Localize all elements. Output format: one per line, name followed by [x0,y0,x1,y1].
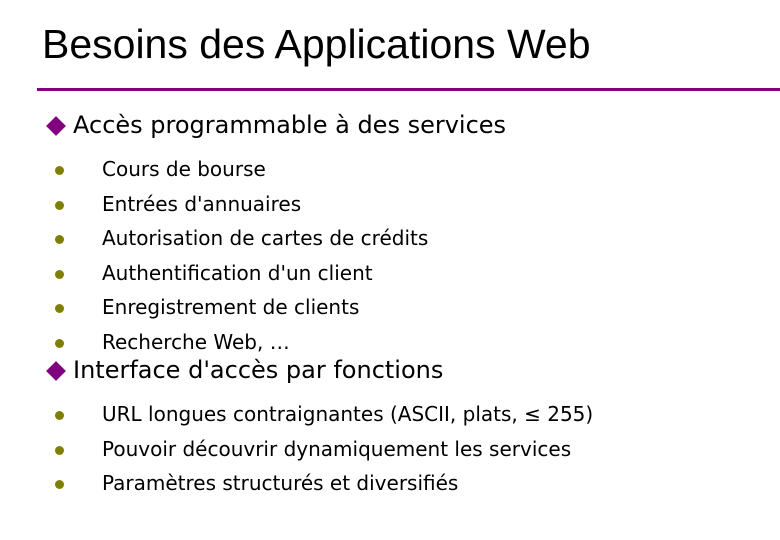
list-item-label: Autorisation de cartes de crédits [102,226,429,250]
round-bullet-icon [55,304,64,313]
list-item-label: Authentification d'un client [102,260,373,285]
title-divider [37,88,780,91]
round-bullet-icon [55,446,64,455]
section-label: Accès programmable à des services [73,111,507,139]
round-bullet-icon [55,270,64,279]
round-bullet-icon [55,411,64,420]
list-item-label: Pouvoir découvrir dynamiquement les services [102,436,572,461]
round-bullet-icon [55,235,64,244]
diamond-bullet-icon [46,116,66,136]
diamond-bullet-icon [46,361,66,381]
round-bullet-icon [55,480,64,489]
list-item-label: Cours de bourse [102,157,266,181]
list-item-label: Enregistrement de clients [102,295,360,319]
slide-title: Besoins des Applications Web [42,21,591,67]
round-bullet-icon [55,339,64,348]
round-bullet-icon [55,166,64,175]
list-item-label: Recherche Web, … [102,329,290,354]
list-item-label: Paramètres structurés et diversifiés [102,471,459,495]
list-item-label: Entrées d'annuaires [102,191,302,216]
section-label: Interface d'accès par fonctions [73,356,444,384]
list-item-label: URL longues contraignantes (ASCII, plats, ≤ 255) [102,402,594,426]
round-bullet-icon [55,201,64,210]
